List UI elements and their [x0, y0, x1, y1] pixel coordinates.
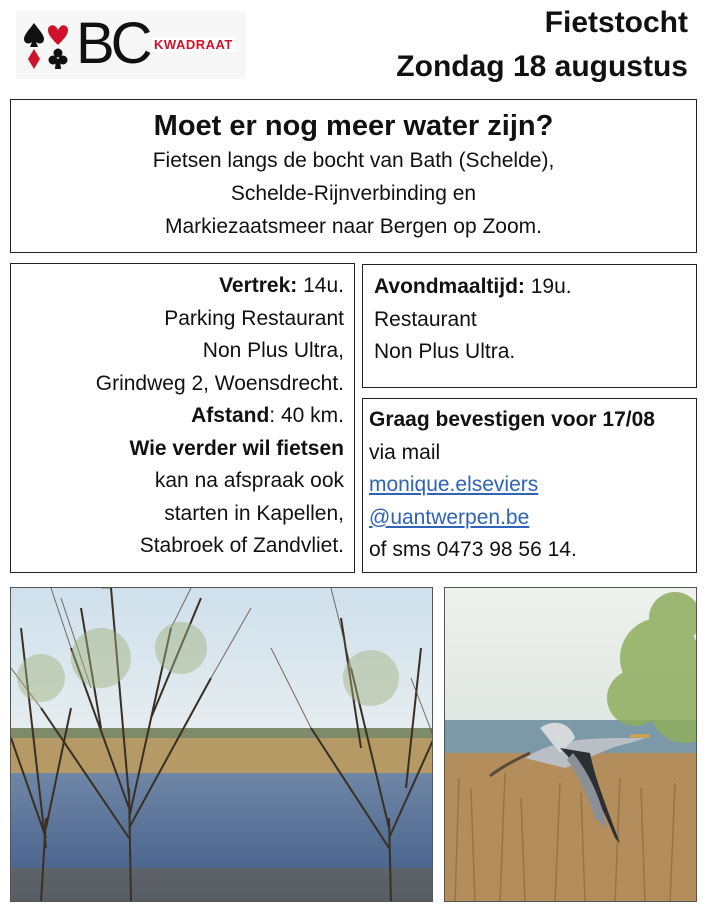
intro-headline: Moet er nog meer water zijn? — [153, 110, 554, 142]
intro-box — [10, 99, 697, 253]
departure-place: Parking Restaurant — [164, 306, 344, 330]
departure-label: Vertrek: — [219, 274, 298, 297]
further-label: Wie verder wil fietsen — [129, 436, 344, 460]
departure-place: Non Plus Ultra, — [202, 339, 344, 362]
further-text: Stabroek of Zandvliet. — [139, 534, 344, 557]
further-text: kan na afspraak ook — [154, 469, 344, 492]
intro-line: Fietsen langs de bocht van Bath (Schelde), — [152, 149, 555, 172]
intro-line: Schelde-Rijnverbinding en — [230, 182, 477, 205]
logo-text: BC — [76, 11, 149, 76]
email-link[interactable]: monique.elseviers — [369, 473, 539, 496]
confirm-via: via mail — [369, 440, 441, 464]
dinner-time: 19u. — [524, 275, 572, 298]
landscape-image — [11, 588, 433, 902]
departure-time-line — [11, 270, 344, 303]
distance-value: : 40 km. — [269, 404, 344, 427]
further-text: starten in Kapellen, — [164, 501, 344, 525]
distance-line — [11, 400, 344, 433]
email-link-domain[interactable]: @uantwerpen.be — [369, 505, 530, 529]
landscape-photo — [10, 587, 433, 902]
distance-label: Afstand — [191, 404, 270, 427]
dinner-place: Non Plus Ultra. — [374, 340, 516, 363]
departure-address: Grindweg 2, Woensdrecht. — [95, 371, 344, 395]
departure-box — [10, 263, 355, 573]
dinner-label: Avondmaaltijd: — [374, 275, 525, 298]
dinner-place: Restaurant — [374, 307, 477, 331]
departure-time: 14u. — [297, 274, 344, 297]
confirm-heading: Graag bevestigen voor 17/08 — [369, 408, 655, 431]
dinner-time-line — [374, 271, 696, 304]
event-title: Fietstocht — [544, 6, 688, 39]
logo-subtext: KWADRAAT — [154, 37, 233, 52]
heron-image — [445, 588, 697, 902]
card-suits-icon — [22, 19, 70, 71]
confirm-box — [362, 398, 697, 573]
bc-kwadraat-logo — [16, 11, 246, 79]
heron-photo — [444, 587, 697, 902]
event-date: Zondag 18 augustus — [396, 50, 688, 83]
sms-line: of sms 0473 98 56 14. — [369, 538, 577, 561]
dinner-box — [362, 264, 697, 388]
intro-line: Markiezaatsmeer naar Bergen op Zoom. — [164, 215, 542, 238]
